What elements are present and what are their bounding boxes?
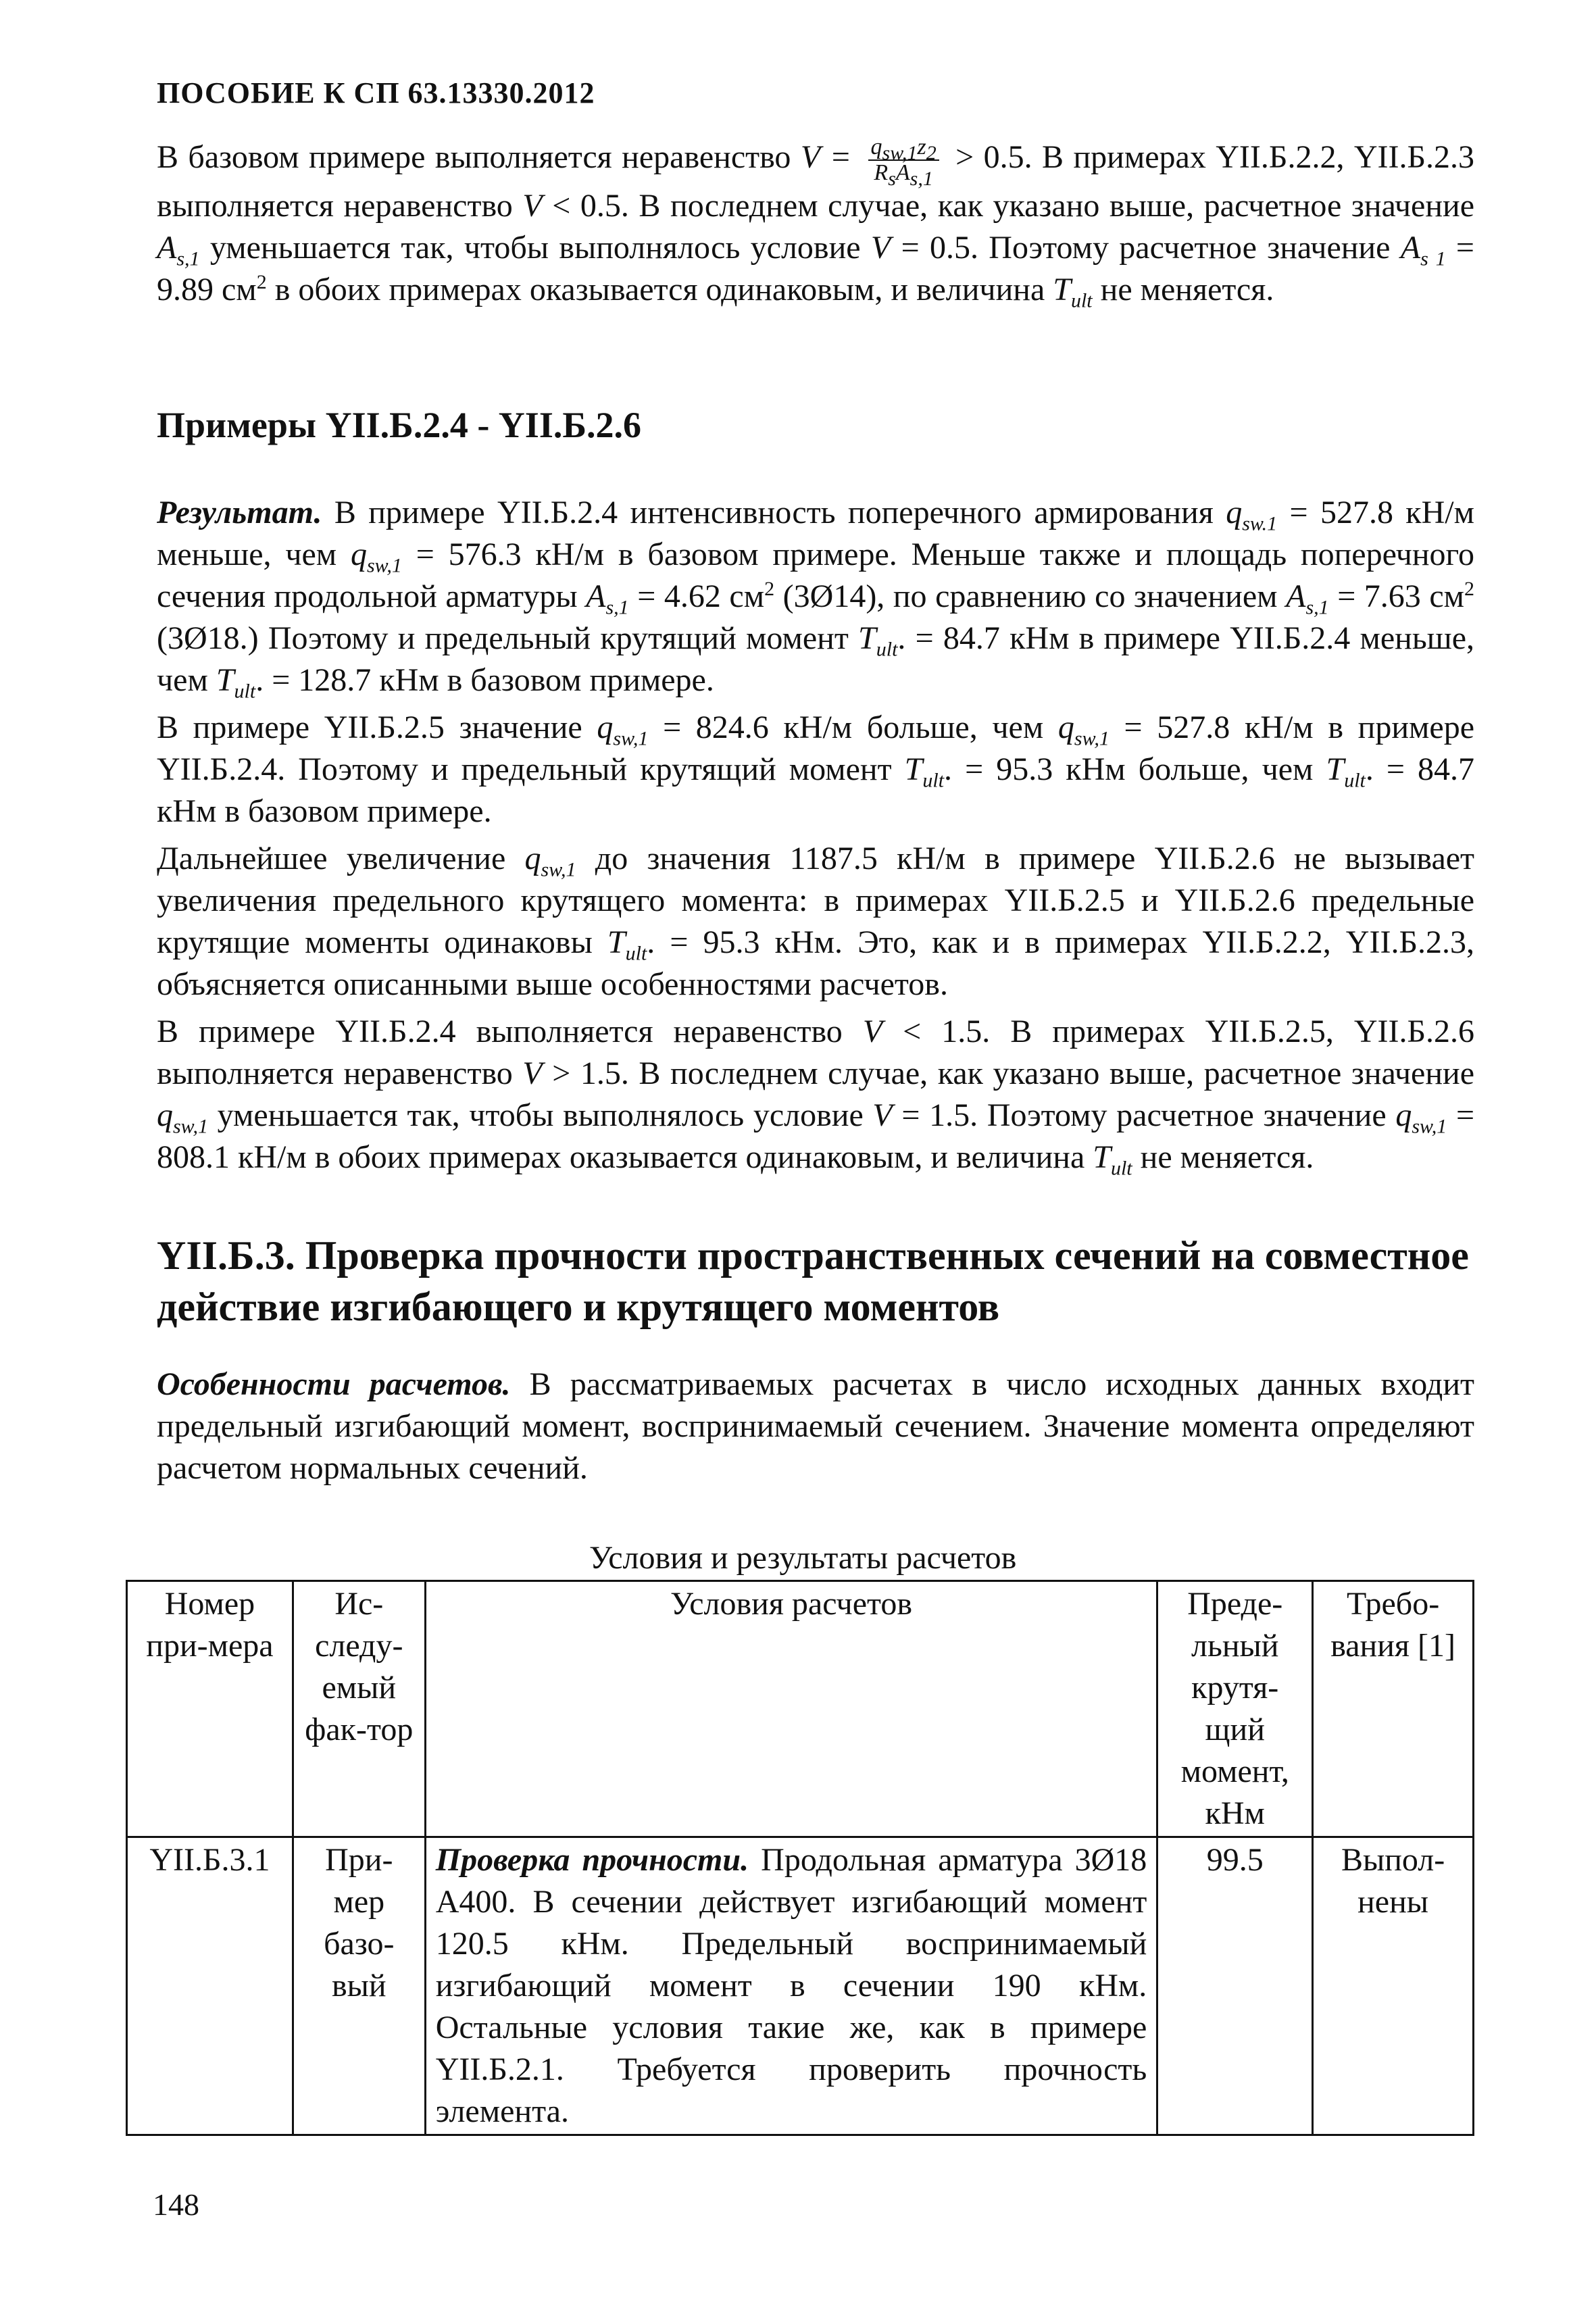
results-table bbox=[126, 1580, 1474, 2136]
cell-conditions: Проверка прочности. Продольная арматура 3Ø18 А400. В сечении действует изгибающий момент 120.5 кНм. Предельный воспринимаемый изгибающий момент в сечении 190 кНм. Остальные условия такие же, как в примере YII.Б.2.1. Требуется проверить прочность элемента. bbox=[425, 1837, 1157, 2135]
table-caption: Условия и результаты расчетов bbox=[589, 1540, 1017, 1576]
cell-factor: При-мер базо-вый bbox=[293, 1837, 425, 2135]
header-conditions: Условия расчетов bbox=[425, 1581, 1157, 1837]
paragraph-features: Особенности расчетов. В рассматриваемых расчетах в число исходных данных входит предельный изгибающий момент, воспринимаемый сечением. Значение момента определяют расчетом нормальных сечений. bbox=[157, 1366, 1474, 1486]
header-factor: Ис-следу-емый фак-тор bbox=[293, 1581, 425, 1837]
table-header-row bbox=[127, 1581, 1474, 1837]
cell-moment: 99.5 bbox=[1157, 1837, 1313, 2135]
results-block bbox=[157, 492, 1474, 1178]
table-row bbox=[127, 1837, 1474, 2135]
header-requirements: Требо-вания [1] bbox=[1313, 1581, 1474, 1837]
paragraph-inequality: В примере YII.Б.2.4 выполняется неравенство V < 1.5. В примерах YII.Б.2.5, YII.Б.2.6 выполняется неравенство V > 1.5. В последнем случае, как указано выше, расчетное значение $q_{sw,1}$ уменьшается так, чтобы выполнялось условие V = 1.5. Поэтому расчетное значение $q_{sw,1} = 808.1$ кН/м в обоих примерах оказывается одинаковым, и величина $T_{ult}$ не меняется. bbox=[157, 1014, 1475, 1180]
fraction-v: $\frac{q_{sw,1}z_2}{R_sA_{s,1}}$ bbox=[868, 135, 939, 185]
cell-requirements: Выпол-нены bbox=[1313, 1837, 1474, 2135]
paragraph-result: Результат. В примере YII.Б.2.4 интенсивность поперечного армирования $q_{sw.1} = 527.8$ кН/м меньше, чем $q_{sw,1} = 576.3$ кН/м в базовом примере. Меньше также и площадь поперечного сечения продольной арматуры $A_{s,1} = 4.62$ $см^2$ (3Ø14), по сравнению со значением $A_{s,1} = 7.63$ $см^2$ (3Ø18.) Поэтому и предельный крутящий момент $T_{ult}$. = 84.7 кНм в примере YII.Б.2.4 меньше, чем $T_{ult}$. = 128.7 кНм в базовом примере. bbox=[157, 495, 1475, 703]
paragraph-example-6: Дальнейшее увеличение $q_{sw,1}$ до значения 1187.5 кН/м в примере YII.Б.2.6 не вызывает увеличения предельного крутящего момента: в примерах YII.Б.2.5 и YII.Б.2.6 предельные крутящие моменты одинаковы $T_{ult}$. = 95.3 кНм. Это, как и в примерах YII.Б.2.2, YII.Б.2.3, объясняется описанными выше особенностями расчетов. bbox=[157, 841, 1475, 1002]
running-head: ПОСОБИЕ К СП 63.13330.2012 bbox=[157, 76, 595, 109]
heading-examples: Примеры YII.Б.2.4 - YII.Б.2.6 bbox=[157, 405, 642, 445]
cell-example-number: YII.Б.3.1 bbox=[127, 1837, 293, 2135]
header-example-number: Номер при-мера bbox=[127, 1581, 293, 1837]
page-number: 148 bbox=[153, 2187, 199, 2222]
section-heading: YII.Б.3. Проверка прочности пространственных сечений на совместное действие изгибающего и крутящего моментов bbox=[157, 1233, 1469, 1329]
paragraph-base-inequality: В базовом примере выполняется неравенство V = $\frac{q_{sw,1}z_2}{R_sA_{s,1}}$ > 0.5. В примерах YII.Б.2.2, YII.Б.2.3 выполняется неравенство V < 0.5. В последнем случае, как указано выше, расчетное значение $A_{s,1}$ уменьшается так, чтобы выполнялось условие V = 0.5. Поэтому расчетное значение $A_{s 1} = 9.89$ $см^2$ в обоих примерах оказывается одинаковым, и величина $T_{ult}$ не меняется. bbox=[157, 134, 1475, 312]
paragraph-example-5: В примере YII.Б.2.5 значение $q_{sw,1} = 824.6$ кН/м больше, чем $q_{sw,1} = 527.8$ кН/м в примере YII.Б.2.4. Поэтому и предельный крутящий момент $T_{ult}$. = 95.3 кНм больше, чем $T_{ult}$. = 84.7 кНм в базовом примере. bbox=[157, 710, 1475, 829]
header-moment: Преде-льный крутя-щий момент, кНм bbox=[1157, 1581, 1313, 1837]
